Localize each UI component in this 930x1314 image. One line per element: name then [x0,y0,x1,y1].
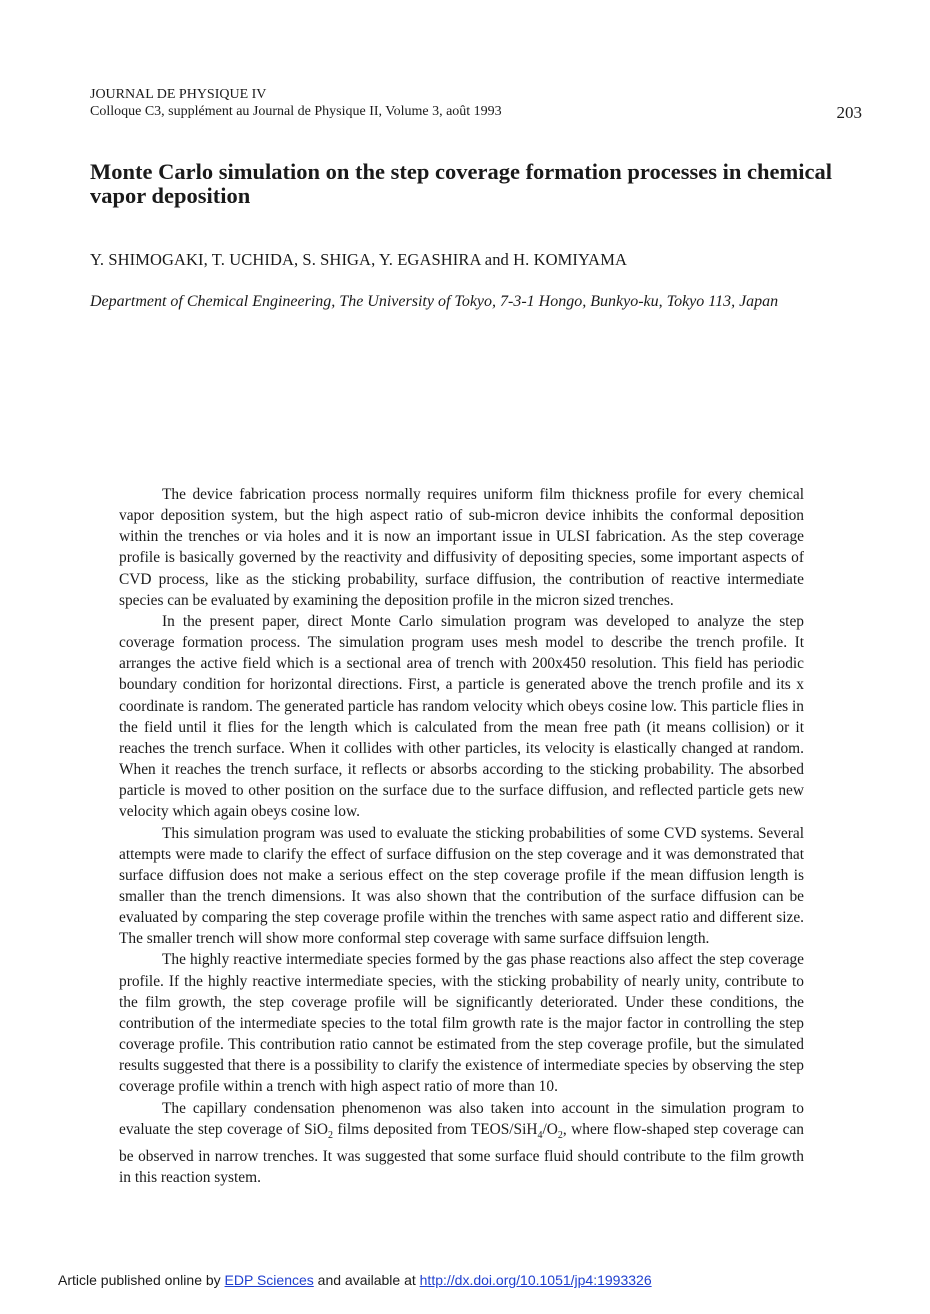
paragraph: The highly reactive intermediate species formed by the gas phase reactions also affect the step coverage profile. If the highly reactive intermediate species, with the sticking probability of nearly unity, contribute to the film growth, the step coverage profile will be significantly deteriorated. Under these conditions, the contribution of the intermediate species to the total film growth rate is the major factor in controlling the step coverage profile. This contribution ratio cannot be estimated from the step coverage profile, but the simulated results suggested that there is a possibility to clarify the existence of intermediate species by observing the step coverage profile within a trench with high aspect ratio of more than 10. [119,951,804,1096]
footer-prefix: Article published online by [58,1272,225,1288]
publication-footer [58,1272,652,1288]
body-text [119,484,804,1188]
page-number: 203 [836,103,862,122]
subscript: 2 [557,1129,563,1141]
colloque-line: Colloque C3, supplément au Journal de Physique II, Volume 3, août 1993 [90,104,502,119]
text-run: The capillary condensation phenomenon was also taken into account in the simulation program to evaluate the step coverage of SiO [119,1099,804,1138]
text-run: films deposited from TEOS/SiH [333,1120,538,1138]
subscript: 2 [328,1129,334,1141]
doi-link[interactable]: http://dx.doi.org/10.1051/jp4:1993326 [419,1272,652,1288]
affiliation: Department of Chemical Engineering, The University of Tokyo, 7-3-1 Hongo, Bunkyo-ku, Tokyo 113, Japan [90,293,779,310]
paragraph: In the present paper, direct Monte Carlo simulation program was developed to analyze the step coverage formation process. The simulation program uses mesh model to describe the trench profile. It arranges the active field which is a sectional area of trench with 200x450 resolution. This field has periodic boundary condition for horizontal directions. First, a particle is generated above the trench profile and its x coordinate is random. The generated particle has random velocity which obeys cosine low. This particle flies in the field until it flies for the length which is calculated from the mean free path (it means collision) or it reaches the trench surface. When it collides with other particles, its velocity is elastically changed at random. When it reaches the trench surface, it reflects or absorbs according to the sticking probability. The absorbed particle is moved to other position on the surface due to the surface diffusion, and reflected particle gets new velocity which again obeys cosine low. [119,612,804,821]
footer-middle: and available at [313,1272,420,1288]
paragraph: The device fabrication process normally requires uniform film thickness profile for every chemical vapor deposition system, but the high aspect ratio of sub-micron device inhibits the conformal deposition within the trenches or via holes and it is now an important issue in ULSI fabrication. As the step coverage profile is basically governed by the reactivity and diffusivity of depositing species, some important aspects of CVD process, like as the sticking probability, surface diffusion, the contribution of reactive intermediate species can be evaluated by examining the deposition profile in the micron sized trenches. [119,486,804,609]
text-run: , where flow-shaped step coverage can be observed in narrow trenches. It was suggested that some surface fluid should contribute to the film growth in this reaction system. [119,1120,804,1187]
journal-name: JOURNAL DE PHYSIQUE IV [90,87,267,102]
author-list: Y. SHIMOGAKI, T. UCHIDA, S. SHIGA, Y. EGASHIRA and H. KOMIYAMA [90,250,627,269]
paragraph-capillary [119,1098,804,1189]
subscript: 4 [537,1129,543,1141]
running-header [90,86,502,120]
paragraph: This simulation program was used to evaluate the sticking probabilities of some CVD systems. Several attempts were made to clarify the effect of surface diffusion on the step coverage and it was demonstrated that surface diffusion does not make a serious effect on the step coverage profile if the mean diffusion length is smaller than the trench dimensions. It was also shown that the contribution of the surface diffusion can be evaluated by comparing the step coverage profile within the trenches with same aspect ratio and different size. The smaller trench will show more conformal step coverage with same surface diffsuion length. [119,824,804,948]
publisher-link[interactable]: EDP Sciences [224,1272,314,1288]
text-run: /O [542,1120,558,1138]
paper-title: Monte Carlo simulation on the step coverage formation processes in chemical vapor deposition [90,159,832,208]
